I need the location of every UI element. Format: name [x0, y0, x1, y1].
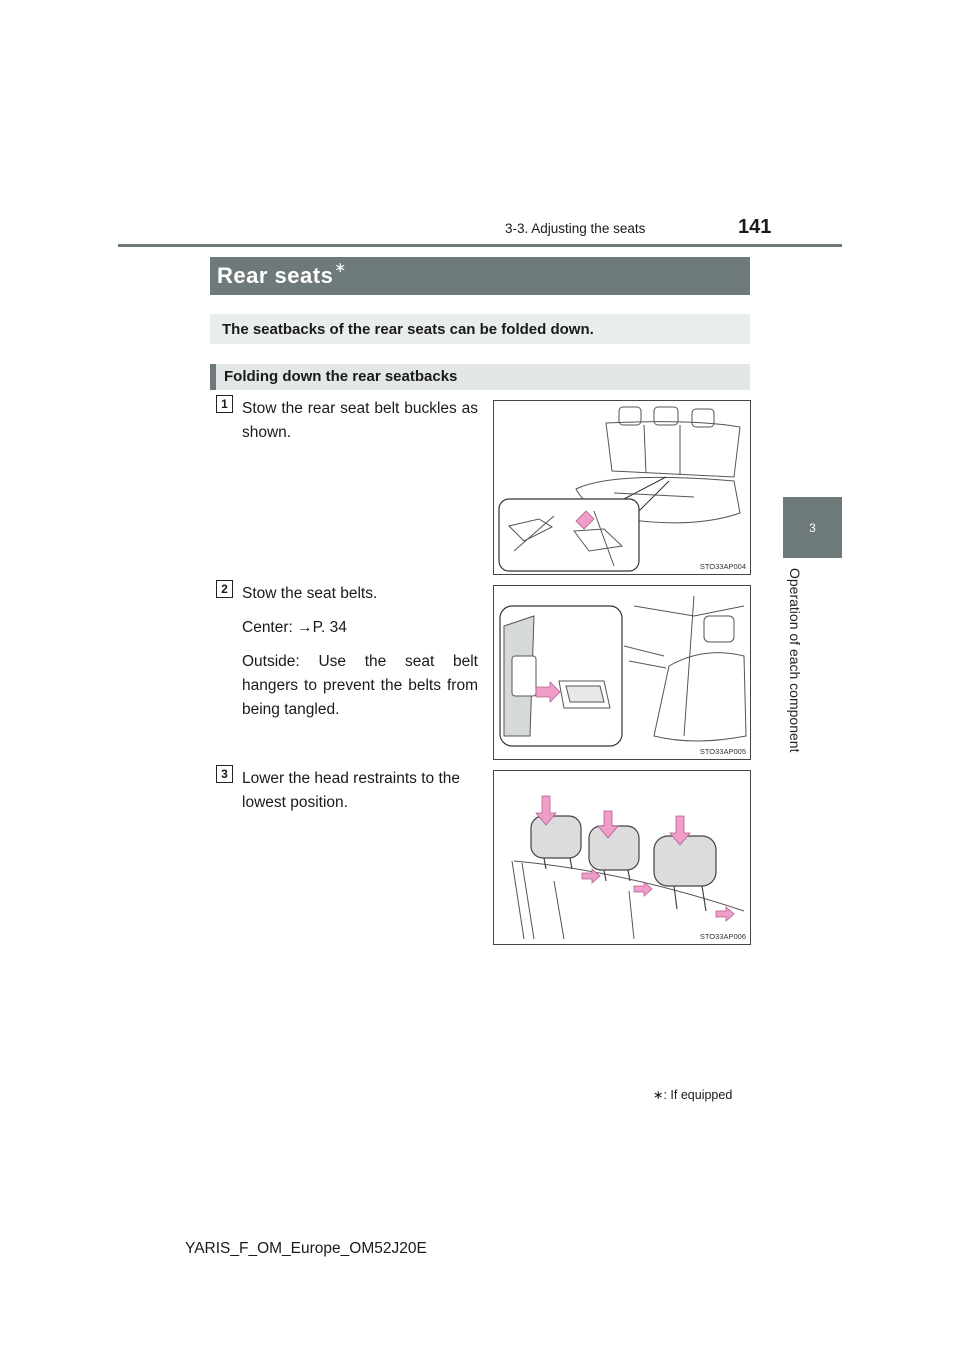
step-number-2: 2 — [216, 580, 233, 598]
step-3-text — [242, 767, 478, 825]
page-title-text: Rear seats — [217, 263, 334, 288]
header-rule — [118, 244, 842, 247]
subsection-title: Folding down the rear seatbacks — [224, 368, 458, 385]
head-restraint-illustration — [494, 771, 750, 944]
step-1-line: Stow the rear seat belt buckles as shown. — [242, 400, 478, 441]
document-code: YARIS_F_OM_Europe_OM52J20E — [185, 1240, 427, 1257]
chapter-number: 3 — [809, 520, 816, 535]
page-number: 141 — [738, 216, 772, 238]
figure-code: STO33AP006 — [699, 932, 746, 941]
step-2-text — [242, 582, 478, 732]
step-1-text — [242, 397, 478, 455]
subsection-accent — [210, 364, 216, 390]
subsection-bar — [210, 364, 750, 390]
intro-text: The seatbacks of the rear seats can be folded down. — [222, 321, 594, 338]
section-heading: 3-3. Adjusting the seats — [505, 221, 646, 236]
page-title-bar — [210, 257, 750, 295]
figure-head-restraints — [493, 770, 751, 945]
footnote: ∗: If equipped — [653, 1088, 733, 1102]
pink-arrow-icon — [716, 907, 734, 921]
figure-seat-belt-hangers — [493, 585, 751, 760]
rear-seat-illustration — [494, 401, 750, 574]
intro-box — [210, 314, 750, 344]
figure-code: STO33AP005 — [699, 747, 746, 756]
step-number-3: 3 — [216, 765, 233, 783]
step-number-1: 1 — [216, 395, 233, 413]
step-2-line-3: Outside: Use the seat belt hangers to prevent the belts from being tangled. — [242, 653, 478, 718]
chapter-tab — [783, 497, 842, 558]
step-3-line: Lower the head restraints to the lowest position. — [242, 770, 460, 811]
figure-rear-seat-buckles — [493, 400, 751, 575]
page-title — [217, 259, 347, 289]
step-2-line-2: Center: →P. 34 — [242, 619, 347, 636]
figure-code: STO33AP004 — [699, 562, 746, 571]
belt-hanger-illustration — [494, 586, 750, 759]
step-2-line-1: Stow the seat belts. — [242, 585, 378, 602]
if-equipped-mark: ∗ — [334, 259, 347, 275]
chapter-title: Operation of each component — [787, 568, 803, 753]
